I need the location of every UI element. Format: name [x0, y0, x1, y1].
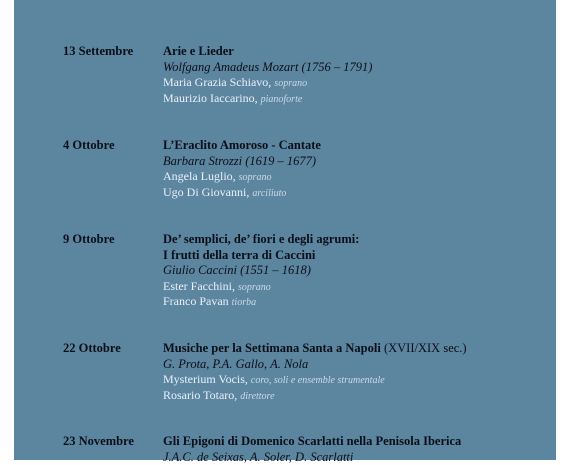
performer-name: Rosario Totaro,: [163, 387, 238, 402]
performer-role: arciliuto: [252, 187, 287, 199]
event-composer: Barbara Strozzi (1619 – 1677): [163, 153, 317, 168]
event-title: [163, 44, 553, 60]
event-title-text: Musiche per la Settimana Santa a Napoli: [163, 341, 381, 355]
event-title-text: Arie e Lieder: [163, 44, 234, 58]
event-title-text: L’Eraclito Amoroso - Cantate: [163, 138, 321, 152]
event-title-text: I frutti della terra di Caccini: [163, 247, 316, 262]
performer: [163, 279, 553, 295]
performer: [163, 372, 553, 388]
event-title: [163, 138, 553, 154]
performer: [163, 169, 553, 185]
performer-name: Mysterium Vocis,: [163, 372, 248, 387]
performer-name: Ugo Di Giovanni,: [163, 184, 250, 199]
performer: [163, 294, 553, 310]
performer-name: Angela Luglio,: [163, 169, 236, 184]
event-composer: G. Prota, P.A. Gallo, A. Nola: [163, 356, 309, 371]
event-title-suffix: (XVII/XIX sec.): [380, 341, 467, 355]
event-date: 23 Novembre: [63, 434, 134, 448]
performer: [163, 185, 553, 201]
event-title: [163, 232, 553, 248]
performer-role: soprano: [238, 172, 272, 184]
performer-role: soprano: [237, 281, 271, 293]
performer: [163, 91, 553, 107]
event-details: [163, 232, 553, 310]
event-composer: J.A.C. de Seixas, A. Soler, D. Scarlatti: [163, 449, 354, 464]
performer-role: soprano: [274, 78, 308, 90]
performer-name: Maurizio Iaccarino,: [163, 90, 258, 105]
event-title: [163, 434, 553, 450]
event-details: [163, 341, 553, 403]
performer: [163, 75, 553, 91]
performer-name: Franco Pavan: [163, 294, 229, 309]
performer-role: pianoforte: [260, 93, 303, 105]
event-composer: Wolfgang Amadeus Mozart (1756 – 1791): [163, 59, 373, 74]
event-details: [163, 434, 553, 465]
performer-name: Maria Grazia Schiavo,: [163, 75, 272, 90]
event-date: 9 Ottobre: [63, 232, 115, 246]
event-details: [163, 138, 553, 200]
performer-role: direttore: [240, 390, 275, 402]
event-title: [163, 341, 553, 357]
event-details: [163, 44, 553, 106]
event-date: 22 Ottobre: [63, 341, 121, 355]
performer: [163, 388, 553, 404]
event-title: [163, 248, 553, 264]
event-date: 4 Ottobre: [63, 138, 115, 152]
event-date: 13 Settembre: [63, 44, 134, 58]
event-title-text: Gli Epigoni di Domenico Scarlatti nella Penisola Iberica: [163, 434, 462, 448]
performer-role: tiorba: [231, 297, 257, 309]
performer-name: Ester Facchini,: [163, 278, 235, 293]
event-composer: Giulio Caccini (1551 – 1618): [163, 263, 311, 278]
performer-role: coro, soli e ensemble strumentale: [250, 375, 385, 387]
program-panel: [14, 0, 556, 464]
event-title-text: De’ semplici, de’ fiori e degli agrumi:: [163, 232, 360, 246]
